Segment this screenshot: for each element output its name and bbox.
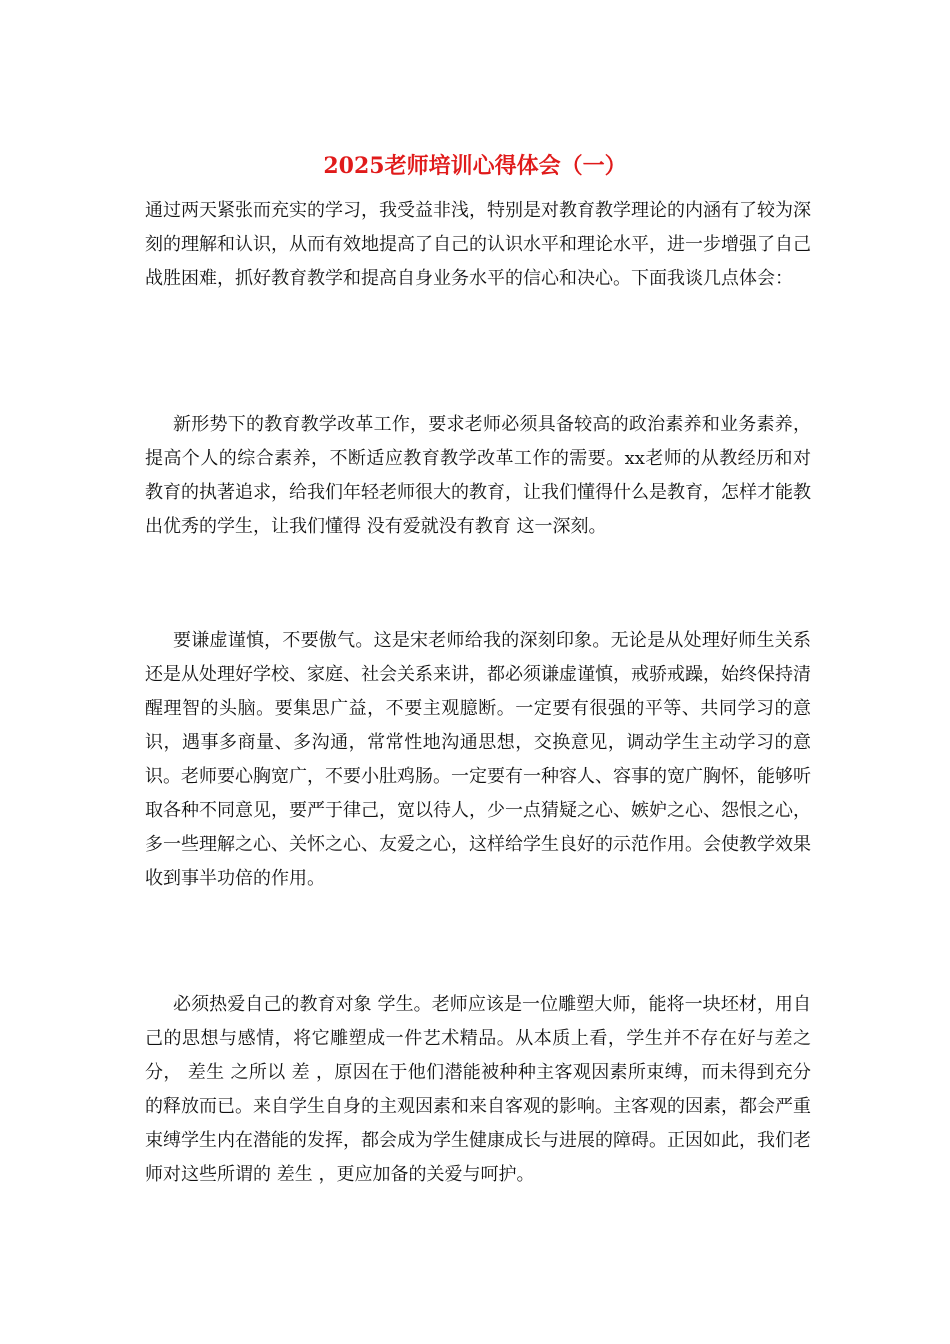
- document-title: 2025老师培训心得体会（一）: [323, 153, 627, 179]
- paragraph-love-students: 必须热爱自己的教育对象 学生。老师应该是一位雕塑大师，能将一块坯材，用自己的思想与感情，将它雕塑成一件艺术精品。从本质上看，学生并不存在好与差之分， 差生 之所以 差 ，原因在于他们潜能被种种主客观因素所束缚，而未得到充分的释放而已。来自学生自身的主观因素和来自客观的影响。主客观的因素，都会严重束缚学生内在潜能的发挥，都会成为学生健康成长与进展的障碍。正因如此，我们老师对这些所谓的 差生 ，更应加备的关爱与呵护。: [145, 994, 811, 1185]
- paragraph-intro: 通过两天紧张而充实的学习，我受益非浅，特别是对教育教学理论的内涵有了较为深刻的理解和认识，从而有效地提高了自己的认识水平和理论水平，进一步增强了自己战胜困难，抓好教育教学和提高自身业务水平的信心和决心。下面我谈几点体会：: [145, 200, 811, 289]
- paragraph-reform: 新形势下的教育教学改革工作，要求老师必须具备较高的政治素养和业务素养，提高个人的综合素养，不断适应教育教学改革工作的需要。xx老师的从教经历和对教育的执著追求，给我们年轻老师很大的教育，让我们懂得什么是教育，怎样才能教出优秀的学生，让我们懂得 没有爱就没有教育 这一深刻。: [145, 414, 811, 537]
- paragraph-humility: 要谦虚谨慎，不要傲气。这是宋老师给我的深刻印象。无论是从处理好师生关系还是从处理好学校、家庭、社会关系来讲，都必须谦虚谨慎，戒骄戒躁，始终保持清醒理智的头脑。要集思广益，不要主观臆断。一定要有很强的平等、共同学习的意识，遇事多商量、多沟通，常常性地沟通思想，交换意见，调动学生主动学习的意识。老师要心胸宽广，不要小肚鸡肠。一定要有一种容人、容事的宽广胸怀，能够听取各种不同意见，要严于律己，宽以待人，少一点猜疑之心、嫉妒之心、怨恨之心，多一些理解之心、关怀之心、友爱之心，这样给学生良好的示范作用。会使教学效果收到事半功倍的作用。: [145, 630, 811, 889]
